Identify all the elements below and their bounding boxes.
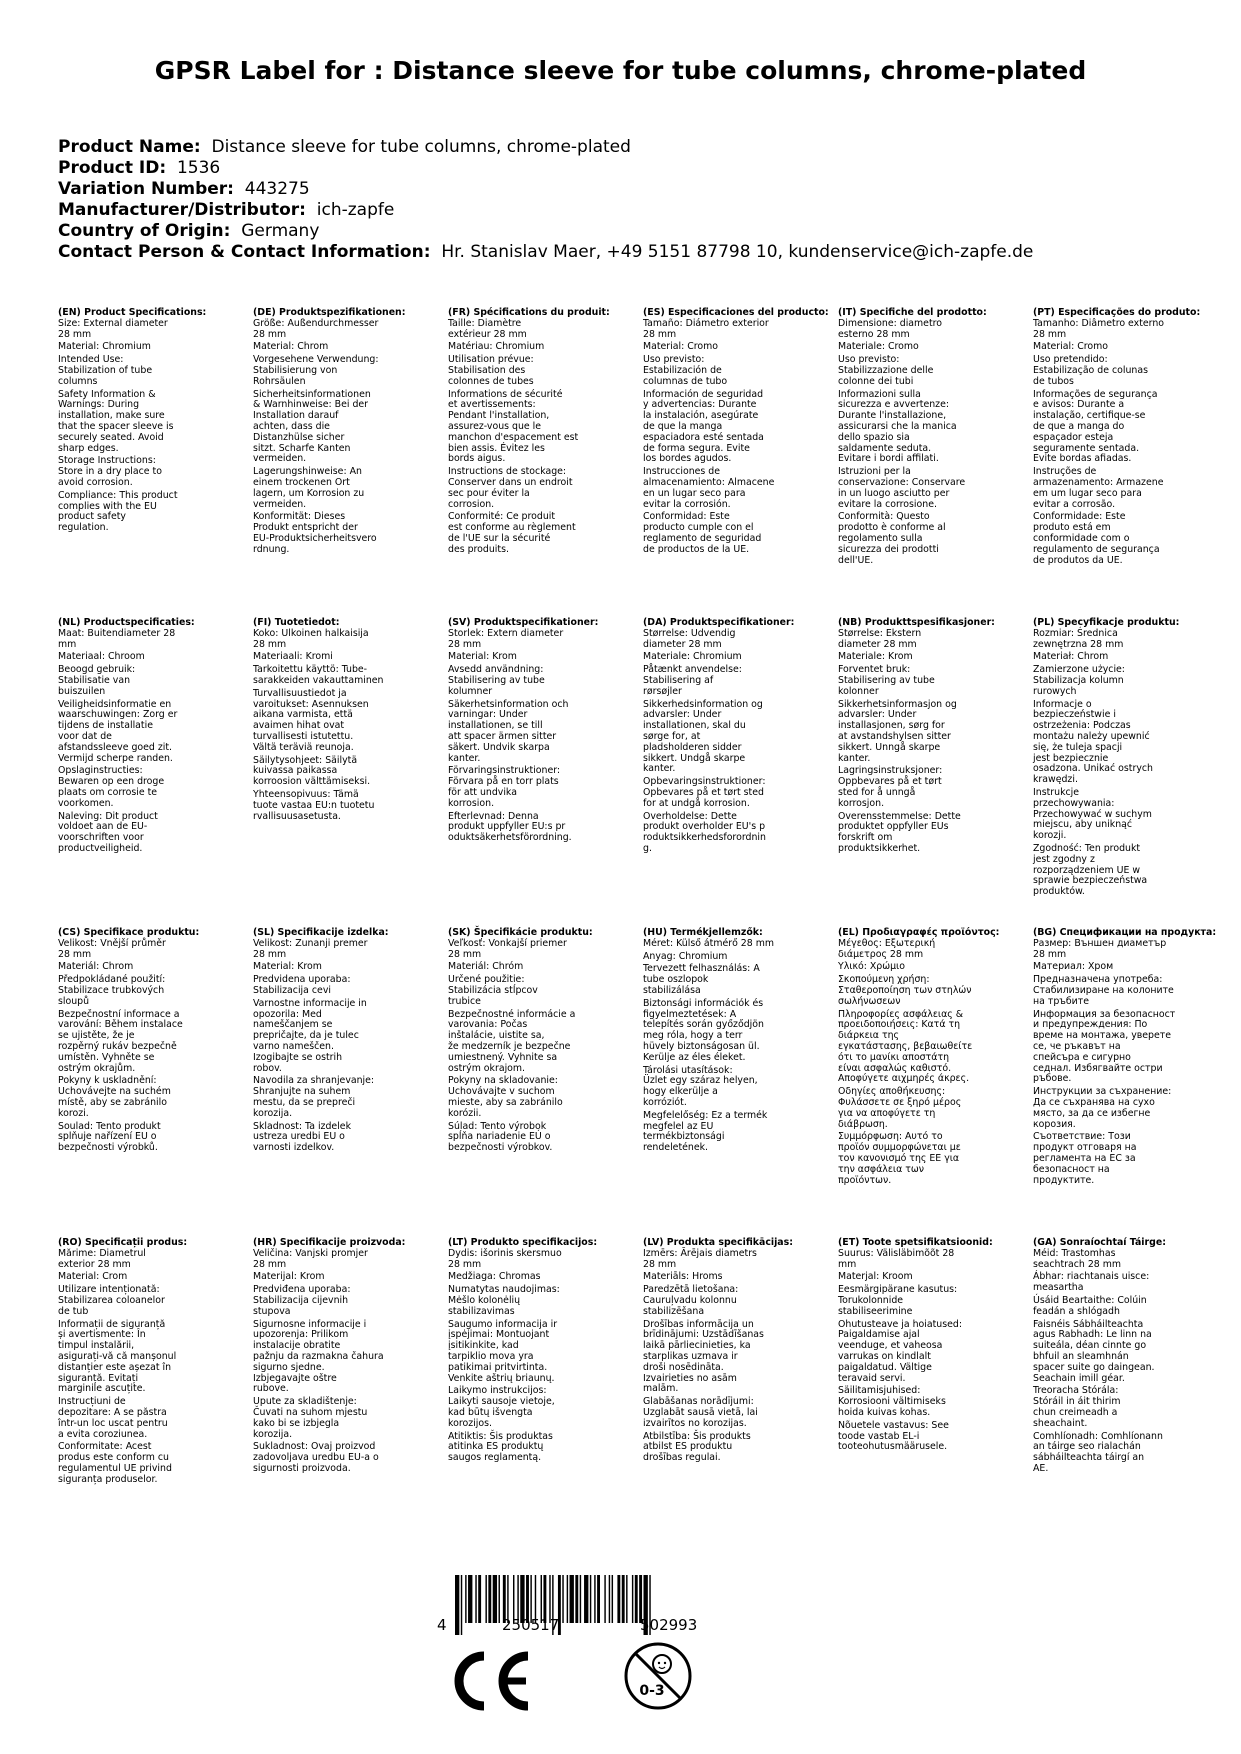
lang-spec-line: Informações de segurança e avisos: Durante a instalação, certifique-se de que a manga do espaçador esteja seguramente sentada. Evite bordas afiadas. (1033, 388, 1158, 465)
lang-spec-line: Medžiaga: Chromas (448, 1271, 541, 1283)
lang-spec-line: Matériau: Chromium (448, 341, 545, 353)
product-info (58, 137, 1033, 263)
lang-spec-block (838, 1238, 1018, 1455)
lang-spec-line: Información de seguridad y advertencias: Durante la instalación, asegúrate de que la manga espaciadora esté sentada de forma segura. Evite los bordes agudos. (643, 388, 764, 465)
barcode-bar (632, 1575, 633, 1623)
country-row (58, 221, 1033, 242)
lang-spec-line: Yhteensopivuus: Tämä tuote vastaa EU:n tuotetu rvallisuusasetusta. (253, 788, 375, 822)
barcode-bar (635, 1575, 638, 1623)
lang-spec-block (58, 1238, 238, 1488)
lang-spec-line: Informazioni sulla sicurezza e avvertenze: Durante l'installazione, assicurarsi che la manica dello spazio sia saldamente seduta. Evitare i bordi affilati. (838, 388, 957, 465)
contact-row (58, 242, 1033, 263)
age-0-3-warning-icon (622, 1640, 694, 1712)
info-value: Hr. Stanislav Maer, +49 5151 87798 10, kundenservice@ich-zapfe.de (441, 242, 1034, 262)
lang-spec-line: Sikkerhedsinformation og advarsler: Under installationen, skal du sørge for, at pladsholderen sidder sikkert. Undgå skarpe kanter. (643, 698, 763, 775)
info-label: Product ID: (58, 158, 167, 178)
lang-spec-heading: (DA) Produktspecifikationer: (643, 617, 795, 628)
lang-spec-line: Instrucțiuni de depozitare: A se păstra într-un loc uscat pentru a evita coroziunea. (58, 1396, 168, 1440)
lang-spec-line: Opbevaringsinstruktioner: Opbevares på et tørt sted for at undgå korrosion. (643, 776, 766, 809)
barcode-bar (604, 1575, 605, 1623)
lang-spec-line: Určené použitie: Stabilizácia stĺpcov trubice (448, 974, 538, 1007)
lang-spec-line: Material: Cromo (1033, 341, 1109, 353)
info-value: Distance sleeve for tube columns, chrome-plated (211, 137, 631, 157)
lang-spec-line: Instruções de armazenamento: Armazene em um lugar seco para evitar a corrosão. (1033, 466, 1164, 510)
lang-spec-heading: (FI) Tuotetiedot: (253, 617, 340, 628)
lang-spec-line: Eesmärgipärane kasutus: Torukolonnide stabiliseerimine (838, 1284, 958, 1317)
lang-spec-line: Faisnéis Sábháilteachta agus Rabhadh: Le linn na suiteála, déan cinnte go bhfuil an sleamhnán spacer suite go daingean. Seachain imill géar. (1033, 1318, 1155, 1384)
lang-spec-line: Materiaali: Kromi (253, 651, 333, 663)
lang-spec-line: Storage Instructions: Store in a dry place to avoid corrosion. (58, 455, 162, 488)
lang-spec-line: Conformidad: Este producto cumple con el reglamento de seguridad de productos de la UE. (643, 511, 762, 555)
lang-spec-line: Storlek: Extern diameter 28 mm (448, 627, 564, 650)
lang-spec-line: Påtænkt anvendelse: Stabilisering af rørsøjler (643, 664, 742, 697)
lang-spec-line: Instructions de stockage: Conserver dans un endroit sec pour éviter la corrosion. (448, 466, 573, 510)
lang-spec-line: Size: External diameter 28 mm (58, 317, 168, 340)
lang-spec-block (58, 308, 238, 536)
lang-spec-line: Veiligheidsinformatie en waarschuwingen: Zorg er tijdens de installatie voor dat de afstandssleeve goed zit. Vermijd scherpe randen. (58, 698, 178, 764)
lang-spec-line: Material: Krom (253, 961, 322, 973)
lang-spec-line: Paredzētā lietošana: Cauruļvadu kolonnu stabilizēšana (643, 1284, 739, 1317)
lang-spec-block (253, 1238, 433, 1477)
lang-spec-line: Skladnost: Ta izdelek ustreza uredbi EU o varnosti izdelkov. (253, 1120, 352, 1154)
lang-spec-line: Größe: Außendurchmesser 28 mm (253, 317, 379, 340)
lang-spec-line: Biztonsági információk és figyelmeztetések: A telepítés során győződjön meg róla, hogy a terr hüvely biztonságosan ül. Kerülje az éles éleket. (643, 997, 764, 1063)
info-label: Country of Origin: (58, 221, 231, 241)
lang-spec-line: Tamanho: Diâmetro externo 28 mm (1033, 317, 1165, 340)
lang-spec-line: Pokyny k uskladnění: Uchovávejte na suchém místě, aby se zabránilo korozi. (58, 1075, 171, 1119)
lang-spec-heading: (NL) Productspecificaties: (58, 617, 195, 628)
info-label: Product Name: (58, 137, 201, 157)
lang-spec-line: Material: Cromo (643, 341, 719, 353)
barcode-bar (609, 1575, 610, 1623)
lang-spec-line: Størrelse: Ekstern diameter 28 mm (838, 627, 922, 650)
lang-spec-line: Dimensione: diametro esterno 28 mm (838, 317, 942, 340)
lang-spec-line: Vorgesehene Verwendung: Stabilisierung von Rohrsäulen (253, 354, 379, 387)
lang-spec-line: Instrukcje przechowywania: Przechowywać w suchym miejscu, aby uniknąć korozji. (1033, 786, 1152, 842)
lang-spec-heading: (HR) Specifikacije proizvoda: (253, 1237, 406, 1248)
lang-spec-line: Predviđena uporaba: Stabilizacija cijevnih stupova (253, 1284, 351, 1317)
lang-spec-line: Material: Chromium (58, 341, 151, 353)
lang-spec-line: Velikost: Vnější průměr 28 mm (58, 937, 166, 960)
lang-spec-line: Informacje o bezpieczeństwie i ostrzeżenia: Podczas montażu należy upewnić się, że tuleja spacji jest bezpiecznie osadzona. Unikać ostrych krawędzi. (1033, 698, 1153, 786)
variation-number-row (58, 179, 1033, 200)
lang-spec-line: Ábhar: riachtanais uisce: measartha (1033, 1271, 1150, 1294)
lang-spec-line: Tamaño: Diámetro exterior 28 mm (643, 317, 769, 340)
lang-spec-line: Conformité: Ce produit est conforme au règlement de l'UE sur la sécurité des produits. (448, 511, 576, 555)
product-name-row (58, 137, 1033, 158)
lang-spec-line: Úsáid Beartaithe: Colúin feadán a shlógadh (1033, 1294, 1147, 1317)
lang-spec-heading: (PL) Specyfikacje produktu: (1033, 617, 1180, 628)
lang-spec-line: Materiale: Krom (838, 651, 913, 663)
lang-spec-line: Compliance: This product complies with the EU product safety regulation. (58, 489, 178, 534)
lang-spec-heading: (GA) Sonraíochtaí Táirge: (1033, 1237, 1166, 1248)
lang-spec-line: Οδηγίες αποθήκευσης: Φυλάσσετε σε ξηρό μέρος για να αποφύγετε τη διάβρωση. (838, 1086, 962, 1130)
lang-spec-line: Conformità: Questo prodotto è conforme al regolamento sulla sicurezza dei prodotti dell'UE. (838, 511, 946, 566)
manufacturer-row (58, 200, 1033, 221)
lang-spec-line: Megfelelőség: Ez a termék megfelel az EU termékbiztonsági rendeletének. (643, 1109, 768, 1154)
lang-spec-line: Инструкции за съхранение: Да се съхранява на сухо място, за да се избегне корозия. (1033, 1086, 1172, 1130)
lang-spec-heading: (ES) Especificaciones del producto: (643, 307, 829, 318)
lang-spec-line: Atbilstība: Šis produkts atbilst ES produktu drošības regulai. (643, 1430, 751, 1464)
lang-spec-line: Предназначена употреба: Стабилизиране на колоните на тръбите (1033, 974, 1174, 1007)
product-id-row (58, 158, 1033, 179)
lang-spec-line: Utilisation prévue: Stabilisation des colonnes de tubes (448, 354, 534, 387)
lang-spec-block (253, 308, 433, 558)
barcode-bar (562, 1575, 563, 1623)
barcode-bar (584, 1575, 588, 1623)
barcode-bar (468, 1575, 472, 1623)
barcode-bar (594, 1575, 595, 1623)
lang-spec-heading: (BG) Спецификации на продукта: (1033, 927, 1217, 938)
lang-spec-line: Zamierzone użycie: Stabilizacja kolumn rurowych (1033, 664, 1125, 697)
lang-spec-line: Sigurnosne informacije i upozorenja: Prilikom instalacije obratite pažnju da razmakna čahura sigurno sjedne. Izbjegavajte oštre rubove. (253, 1318, 384, 1395)
age-label: 0-3 (639, 1683, 665, 1699)
lang-spec-line: Förvaringsinstruktioner: Förvara på en torr plats för att undvika korrosion. (448, 765, 561, 809)
lang-spec-line: Upute za skladištenje: Čuvati na suhom mjestu kako bi se izbjegla korozija. (253, 1396, 368, 1440)
lang-spec-block (253, 928, 433, 1156)
lang-spec-heading: (LT) Produkto specifikacijos: (448, 1237, 598, 1248)
lang-spec-line: Mărime: Diametrul exterior 28 mm (58, 1247, 146, 1270)
lang-spec-line: Informații de siguranță și avertismente: În timpul instalării, asigurați-vă că manșonul distanțier este așezat în siguranță. Evitați marginile ascuțite. (58, 1318, 177, 1395)
barcode-bar (597, 1575, 600, 1623)
lang-spec-block (448, 928, 628, 1156)
lang-spec-line: Информация за безопасност и предупреждения: По време на монтажа, уверете се, че ръкавът на спейсъра е сигурно седнал. Избягвайте остри ръбове. (1033, 1008, 1176, 1085)
lang-spec-block (643, 928, 823, 1156)
lang-spec-heading: (SK) Špecifikácie produktu: (448, 927, 593, 938)
lang-spec-line: Safety Information & Warnings: During installation, make sure that the spacer sleeve is securely seated. Avoid sharp edges. (58, 388, 174, 454)
lang-spec-heading: (PT) Especificações do produto: (1033, 307, 1201, 318)
lang-spec-line: Pokyny na skladovanie: Uchovávajte v suchom mieste, aby sa zabránilo korózii. (448, 1075, 563, 1119)
lang-spec-line: Materiale: Cromo (838, 341, 919, 353)
lang-spec-line: Tarkoitettu käyttö: Tube- sarakkeiden vakauttaminen (253, 664, 384, 686)
lang-spec-heading: (IT) Specifiche del prodotto: (838, 307, 987, 318)
lang-spec-heading: (HU) Termékjellemzők: (643, 927, 763, 938)
lang-spec-line: Materijal: Krom (253, 1271, 325, 1283)
barcode-bar (455, 1575, 459, 1635)
lang-spec-line: Intended Use: Stabilization of tube columns (58, 354, 153, 387)
lang-spec-heading: (SV) Produktspecifikationer: (448, 617, 599, 628)
barcode-bar (499, 1575, 500, 1623)
lang-spec-line: Numatytas naudojimas: Mėšlo kolonėlių stabilizavimas (448, 1284, 560, 1317)
lang-spec-line: Atitiktis: Šis produktas atitinka ES produktų saugos reglamentą. (448, 1430, 553, 1464)
lang-spec-line: Opslaginstructies: Bewaren op een droge plaats om corrosie te voorkomen. (58, 765, 165, 809)
ce-mark-icon (448, 1650, 532, 1712)
lang-spec-block (1033, 308, 1213, 568)
lang-spec-line: Naleving: Dit product voldoet aan de EU- voorschriften voor productveiligheid. (58, 810, 158, 854)
lang-spec-line: Comhlíonadh: Comhlíonann an táirge seo rialachán sábháilteachta táirgí an AE. (1033, 1430, 1163, 1474)
lang-spec-block (643, 1238, 823, 1466)
barcode-bar (575, 1575, 578, 1623)
lang-spec-line: Säkerhetsinformation och varningar: Under installationen, se till att spacer ärmen sitter säkert. Undvik skarpa kanter. (448, 698, 569, 764)
lang-spec-block (1033, 618, 1213, 900)
lang-spec-line: Conformitate: Acest produs este conform cu regulamentul UE privind siguranța produselor. (58, 1441, 172, 1485)
lang-spec-heading: (ET) Toote spetsifikatsioonid: (838, 1237, 993, 1248)
lang-spec-line: Méid: Trastomhas seachtrach 28 mm (1033, 1247, 1122, 1270)
lang-spec-line: Συμμόρφωση: Αυτό το προϊόν συμμορφώνεται με τον κανονισμό της ΕΕ για την ασφάλεια των προϊόντων. (838, 1131, 961, 1186)
lang-spec-block (58, 618, 238, 857)
lang-spec-line: Glabāšanas norādījumi: Uzglabāt sausā vietā, lai izvairītos no korozijas. (643, 1396, 758, 1429)
lang-spec-line: Dydis: išorinis skersmuo 28 mm (448, 1247, 562, 1270)
lang-spec-line: Efterlevnad: Denna produkt uppfyller EU:s pr oduktsäkerhetsförordning. (448, 810, 572, 844)
barcode-bar (580, 1575, 581, 1623)
lang-spec-line: Sukladnost: Ovaj proizvod zadovoljava uredbu EU-a o sigurnosti proizvoda. (253, 1441, 379, 1474)
lang-spec-block (448, 1238, 628, 1466)
barcode-bar (567, 1575, 568, 1623)
lang-spec-line: Méret: Külső átmérő 28 mm (643, 937, 774, 949)
lang-spec-block (838, 308, 1018, 568)
lang-spec-line: Σκοπούμενη χρήση: Σταθεροποίηση των στηλών σωλήνωσεων (838, 974, 972, 1007)
lang-spec-line: Conformidade: Este produto está em conformidade com o regulamento de segurança de produtos da UE. (1033, 511, 1160, 566)
barcode-bar (612, 1575, 613, 1623)
lang-spec-line: Material: Krom (448, 651, 517, 663)
lang-spec-block (643, 618, 823, 857)
lang-spec-line: Materiál: Chrom (58, 961, 134, 973)
info-value: 443275 (244, 179, 310, 199)
barcode-bar (485, 1575, 486, 1623)
lang-spec-line: Sicherheitsinformationen & Warnhinweise: Bei der Installation darauf achten, dass die Distanzhülse sicher sitzt. Scharfe Kanten vermeiden. (253, 388, 371, 465)
lang-spec-line: Laikymo instrukcijos: Laikyti sausoje vietoje, kad būtų išvengta korozijos. (448, 1385, 555, 1429)
lang-spec-line: Veľkosť: Vonkajší priemer 28 mm (448, 937, 567, 960)
lang-spec-line: Material: Chrom (253, 341, 329, 353)
lang-spec-heading: (RO) Specificații produs: (58, 1237, 188, 1248)
lang-spec-line: Treoracha Stórála: Stóráil in áit thirim chun creimeadh a sheachaint. (1033, 1385, 1121, 1429)
lang-spec-line: Utilizare intenționată: Stabilizarea coloanelor de tub (58, 1284, 165, 1317)
barcode-bar (626, 1575, 627, 1623)
barcode-bar (461, 1575, 462, 1635)
lang-spec-line: Rozmiar: Średnica zewnętrzna 28 mm (1033, 627, 1124, 650)
lang-spec-line: Suurus: Välisläbimõõt 28 mm (838, 1247, 955, 1270)
lang-spec-line: Материал: Хром (1033, 961, 1114, 973)
lang-spec-line: Veličina: Vanjski promjer 28 mm (253, 1247, 368, 1270)
lang-spec-line: Materiale: Chromium (643, 651, 742, 663)
lang-spec-block (1033, 927, 1217, 1188)
lang-spec-block (838, 618, 1018, 857)
barcode-bar (622, 1575, 625, 1623)
lang-spec-line: Tárolási utasítások: Üzlet egy száraz helyen, hogy elkerülje a korróziót. (643, 1064, 758, 1108)
lang-spec-line: Lagringsinstruksjoner: Oppbevares på et tørt sted for å unngå korrosjon. (838, 765, 943, 809)
lang-spec-line: Forventet bruk: Stabilisering av tube kolonner (838, 664, 935, 697)
lang-spec-line: Lagerungshinweise: An einem trockenen Ort lagern, um Korrosion zu vermeiden. (253, 466, 365, 510)
barcode-bar (478, 1575, 481, 1623)
lang-spec-line: Anyag: Chromium (643, 950, 728, 962)
barcode-digit-lead: 4 (437, 1616, 447, 1634)
lang-spec-block (448, 618, 628, 846)
info-label: Variation Number: (58, 179, 234, 199)
lang-spec-heading: (NB) Produkttspesifikasjoner: (838, 617, 995, 628)
lang-spec-line: Materiál: Chróm (448, 961, 524, 973)
lang-spec-line: Размер: Външен диаметър 28 mm (1033, 937, 1167, 960)
lang-spec-line: Materiał: Chrom (1033, 651, 1109, 663)
lang-spec-block (643, 307, 829, 558)
lang-spec-line: Saugumo informacija ir įspėjimai: Montuojant įsitikinkite, kad tarpiklio mova yra patikimai pritvirtinta. Venkite aštrių briaunų. (448, 1318, 558, 1384)
lang-spec-block (448, 308, 628, 558)
info-value: 1536 (176, 158, 221, 178)
barcode-bar (570, 1575, 574, 1623)
lang-spec-line: Sikkerhetsinformasjon og advarsler: Under installasjonen, sørg for at avstandshylsen sitter sikkert. Unngå skarpe kanter. (838, 698, 957, 764)
lang-spec-line: Taille: Diamètre extérieur 28 mm (448, 317, 527, 340)
lang-spec-heading: (FR) Spécifications du produit: (448, 307, 610, 318)
lang-spec-line: Materiaal: Chroom (58, 651, 145, 663)
lang-spec-block (253, 618, 433, 824)
lang-spec-line: Uso previsto: Stabilizzazione delle colonne dei tubi (838, 354, 934, 387)
lang-spec-heading: (SL) Specifikacije izdelka: (253, 927, 389, 938)
lang-spec-line: Instrucciones de almacenamiento: Almacene en un lugar seco para evitar la corrosión. (643, 466, 775, 510)
lang-spec-line: Πληροφορίες ασφάλειας & προειδοποιήσεις: Κατά τη διάρκεια της εγκατάστασης, βεβαιωθείτε ότι το μανίκι αποστάτη είναι ασφαλώς καθιστό. Αποφύγετε αιχμηρές άκρες. (838, 1008, 973, 1085)
lang-spec-block (58, 928, 238, 1156)
barcode-bar (488, 1575, 491, 1623)
lang-spec-line: Overholdelse: Dette produkt overholder EU's p roduktsikkerhedsforordnin g. (643, 810, 766, 854)
lang-spec-line: Drošības informācija un brīdinājumi: Uzstādīšanas laikā pārliecinieties, ka starplikas uzmava ir droši nosēdināta. Izvairieties no asām malām. (643, 1318, 764, 1395)
lang-spec-heading: (DE) Produktspezifikationen: (253, 307, 406, 318)
lang-spec-line: Materjal: Kroom (838, 1271, 913, 1283)
lang-spec-line: Maat: Buitendiameter 28 mm (58, 627, 176, 650)
lang-spec-line: Overensstemmelse: Dette produktet oppfyller EUs forskrift om produktsikkerhet. (838, 810, 961, 854)
info-value: ich-zapfe (316, 200, 395, 220)
lang-spec-line: Súlad: Tento výrobok spĺňa nariadenie EÚ o bezpečnosti výrobkov. (448, 1120, 553, 1154)
info-label: Contact Person & Contact Information: (58, 242, 431, 262)
lang-spec-line: Nõuetele vastavus: See toode vastab EL-i tooteohutusmäärusele. (838, 1419, 949, 1453)
lang-spec-line: Předpokládané použití: Stabilizace trubkových sloupů (58, 974, 166, 1007)
lang-spec-line: Μέγεθος: Εξωτερική διάμετρος 28 mm (838, 937, 936, 960)
info-label: Manufacturer/Distributor: (58, 200, 306, 220)
barcode-bar (617, 1575, 620, 1623)
lang-spec-line: Soulad: Tento produkt splňuje nařízení EU o bezpečnosti výrobků. (58, 1120, 161, 1154)
lang-spec-line: Koko: Ulkoinen halkaisija 28 mm (253, 627, 369, 650)
lang-spec-line: Informations de sécurité et avertissements: Pendant l'installation, assurez-vous que le manchon d'espacement est bien assis. Évitez les bords aigus. (448, 388, 579, 465)
lang-spec-line: Materiāls: Hroms (643, 1271, 723, 1283)
lang-spec-line: Predvidena uporaba: Stabilizacija cevi (253, 974, 351, 996)
lang-spec-line: Istruzioni per la conservazione: Conservare in un luogo asciutto per evitare la corrosione. (838, 466, 966, 510)
lang-spec-line: Ohutusteave ja hoiatused: Paigaldamise ajal veenduge, et vaheosa varrukas on kindlalt paigaldatud. Vältige teravaid servi. (838, 1318, 962, 1384)
page-title: GPSR Label for : Distance sleeve for tube columns, chrome-plated (154, 56, 1087, 85)
lang-spec-line: Uso previsto: Estabilización de columnas de tubo (643, 354, 728, 387)
lang-spec-line: Bezpečnostní informace a varování: Během instalace se ujistěte, že je rozpěrný rukáv bezpečně umístěn. Vyhněte se ostrým okrajům. (58, 1008, 183, 1074)
info-value: Germany (241, 221, 320, 241)
lang-spec-line: Konformität: Dieses Produkt entspricht der EU-Produktsicherheitsvero rdnung. (253, 511, 377, 555)
lang-spec-heading: (LV) Produkta specifikācijas: (643, 1237, 793, 1248)
lang-spec-line: Säilitamisjuhised: Korrosiooni vältimiseks hoida kuivas kohas. (838, 1385, 946, 1418)
lang-spec-block (838, 928, 1018, 1188)
lang-spec-line: Turvallisuustiedot ja varoitukset: Asennuksen aikana varmista, että avaimen hihat ovat turvallisesti istutettu. Vältä teräviä reunoja. (253, 687, 369, 753)
lang-spec-line: Uso pretendido: Estabilização de colunas de tubos (1033, 354, 1148, 387)
lang-spec-heading: (EN) Product Specifications: (58, 307, 207, 318)
lang-spec-line: Varnostne informacije in opozorila: Med nameščanjem se prepričajte, da je tulec varno nameščen. Izogibajte se ostrih robov. (253, 997, 367, 1074)
barcode-digits-right: 502993 (640, 1616, 698, 1634)
barcode-bar (590, 1575, 591, 1623)
lang-spec-line: Avsedd användning: Stabilisering av tube kolumner (448, 664, 545, 697)
lang-spec-line: Zgodność: Ten produkt jest zgodny z rozporządzeniem UE w sprawie bezpieczeństwa produktów. (1033, 842, 1148, 898)
barcode-bar (465, 1575, 466, 1623)
lang-spec-line: Υλικό: Χρώμιο (838, 961, 905, 973)
lang-spec-line: Izmērs: Ārējais diametrs 28 mm (643, 1247, 757, 1270)
lang-spec-line: Säilytysohjeet: Säilytä kuivassa paikassa korroosion välttämiseksi. (253, 754, 371, 788)
barcode-digits-left: 250517 (502, 1616, 560, 1634)
lang-spec-line: Bezpečnostné informácie a varovania: Počas inštalácie, uistite sa, že medzerník je bezpečne umiestnený. Vyhnite sa ostrým okrajom. (448, 1008, 576, 1074)
lang-spec-line: Material: Crom (58, 1271, 128, 1283)
lang-spec-line: Størrelse: Udvendig diameter 28 mm (643, 627, 736, 650)
lang-spec-line: Съответствие: Този продукт отговаря на регламента на ЕС за безопасност на продуктите. (1033, 1131, 1137, 1186)
lang-spec-line: Beoogd gebruik: Stabilisatie van buiszuilen (58, 664, 136, 697)
barcode-bar (475, 1575, 476, 1623)
barcode-bar (493, 1575, 497, 1623)
lang-spec-line: Tervezett felhasználás: A tube oszlopok stabilizálása (643, 963, 760, 996)
lang-spec-block (1033, 1238, 1213, 1477)
lang-spec-line: Velikost: Zunanji premer 28 mm (253, 937, 368, 960)
lang-spec-heading: (EL) Προδιαγραφές προϊόντος: (838, 927, 1000, 938)
lang-spec-line: Navodila za shranjevanje: Shranjujte na suhem mestu, da se prepreči korozija. (253, 1075, 375, 1119)
lang-spec-heading: (CS) Specifikace produktu: (58, 927, 200, 938)
